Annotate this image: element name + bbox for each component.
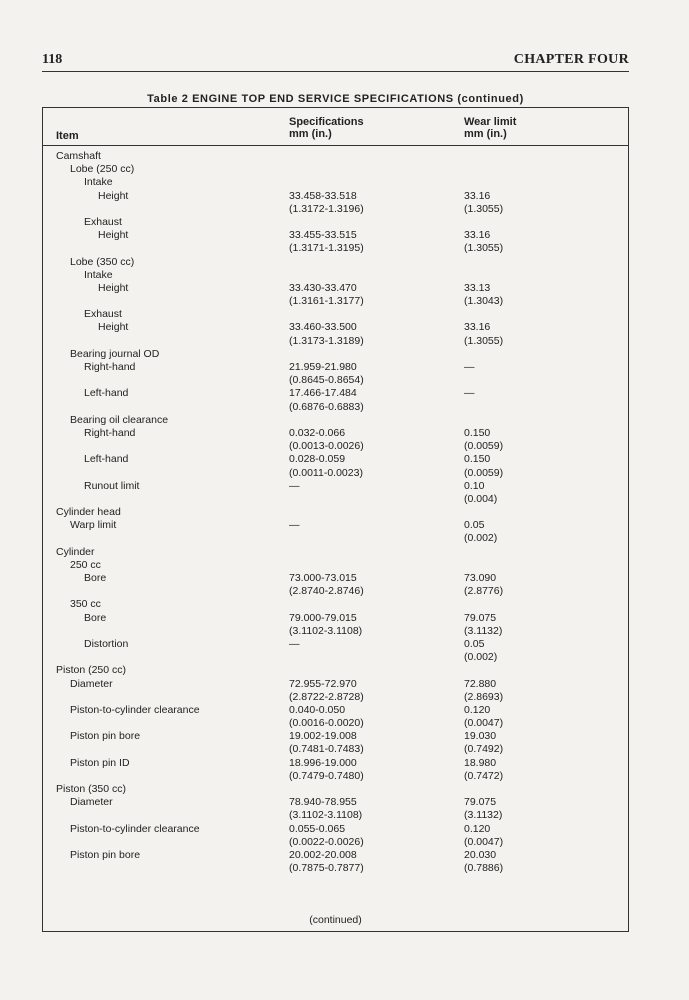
spec-cell: (1.3173-1.3189): [289, 334, 364, 347]
spec-cell: (0.0022-0.0026): [289, 835, 364, 848]
item-cell: Exhaust: [84, 308, 122, 321]
spec-cell: (2.8722-2.8728): [289, 690, 364, 703]
table-row: [43, 190, 628, 203]
spec-table: [42, 107, 629, 932]
wear-cell: (3.1132): [464, 624, 503, 637]
table-row: [43, 282, 628, 295]
table-row: [43, 572, 628, 585]
item-cell: Piston (350 cc): [56, 783, 127, 795]
wear-cell: 0.150: [464, 453, 491, 466]
table-row: [43, 625, 628, 638]
table-row: [43, 440, 628, 453]
item-cell: Height: [98, 229, 129, 242]
spec-cell: 72.955-72.970: [289, 677, 357, 690]
spec-cell: 20.002-20.008: [289, 848, 357, 861]
table-row: [43, 823, 628, 836]
table-row: [43, 664, 628, 677]
table-row: [43, 519, 628, 532]
table-row: [43, 704, 628, 717]
item-cell: Height: [98, 189, 129, 202]
wear-cell: —: [464, 387, 475, 400]
spec-cell: 17.466-17.484: [289, 387, 357, 400]
item-cell: Right-hand: [84, 426, 136, 439]
column-header-spec-line2: mm (in.): [289, 128, 332, 140]
wear-cell: 0.05: [464, 519, 485, 532]
item-cell: Intake: [84, 268, 113, 281]
spec-cell: 19.002-19.008: [289, 730, 357, 743]
table-row: [43, 836, 628, 849]
spec-cell: (0.7481-0.7483): [289, 743, 364, 756]
wear-cell: (0.7472): [464, 769, 504, 782]
spec-cell: (0.8645-0.8654): [289, 374, 364, 387]
item-cell: Height: [98, 281, 129, 294]
spec-cell: —: [289, 637, 300, 650]
item-cell: Piston pin bore: [70, 848, 141, 861]
wear-cell: 0.120: [464, 703, 491, 716]
wear-cell: 20.030: [464, 848, 497, 861]
table-row: [43, 585, 628, 598]
table-row: [43, 691, 628, 704]
table-row: [43, 401, 628, 414]
table-row: [43, 163, 628, 176]
wear-cell: 33.13: [464, 281, 491, 294]
spec-cell: 33.458-33.518: [289, 189, 357, 202]
item-cell: Left-hand: [84, 453, 129, 466]
spec-cell: —: [289, 479, 300, 492]
table-row: [43, 467, 628, 480]
item-cell: Bore: [84, 572, 107, 584]
table-row: [43, 229, 628, 242]
wear-cell: 18.980: [464, 756, 497, 769]
table-row: [43, 532, 628, 545]
table-row: [43, 308, 628, 321]
wear-cell: 33.16: [464, 321, 491, 334]
item-cell: Diameter: [70, 796, 113, 809]
wear-cell: (0.002): [464, 651, 498, 664]
item-cell: Intake: [84, 176, 113, 189]
wear-cell: 0.150: [464, 426, 491, 439]
table-row: [43, 480, 628, 493]
item-cell: Bearing journal OD: [70, 347, 160, 360]
table-row: [43, 321, 628, 334]
wear-cell: —: [464, 361, 475, 373]
spec-cell: 33.430-33.470: [289, 281, 357, 294]
item-cell: Lobe (250 cc): [70, 163, 135, 176]
wear-cell: 0.05: [464, 637, 485, 650]
chapter-title: CHAPTER FOUR: [513, 52, 629, 67]
table-row: [43, 862, 628, 875]
table-row: [43, 150, 628, 163]
spec-cell: 73.000-73.015: [289, 572, 357, 584]
item-cell: Piston-to-cylinder clearance: [70, 822, 200, 835]
table-row: [43, 242, 628, 255]
header-divider: [43, 145, 628, 146]
table-row: [43, 743, 628, 756]
column-header-specifications: [289, 116, 364, 140]
item-cell: Piston pin bore: [70, 730, 141, 743]
wear-cell: 33.16: [464, 189, 491, 202]
table-row: [43, 678, 628, 691]
spec-cell: (3.1102-3.1108): [289, 809, 363, 822]
spec-cell: (1.3161-1.3177): [289, 295, 364, 308]
spec-cell: (1.3172-1.3196): [289, 202, 364, 215]
table-row: [43, 730, 628, 743]
wear-cell: 0.10: [464, 479, 485, 492]
spec-cell: 79.000-79.015: [289, 611, 357, 624]
item-cell: Lobe (350 cc): [70, 255, 135, 268]
spec-cell: (0.0013-0.0026): [289, 440, 364, 453]
wear-cell: (0.004): [464, 492, 498, 505]
item-cell: Distortion: [84, 637, 129, 650]
table-row: [43, 546, 628, 559]
spec-cell: 0.028-0.059: [289, 453, 346, 466]
spec-cell: 33.455-33.515: [289, 229, 357, 242]
item-cell: Bearing oil clearance: [70, 413, 169, 426]
table-row: [43, 295, 628, 308]
wear-cell: (0.7886): [464, 862, 504, 875]
spec-cell: 0.032-0.066: [289, 426, 346, 439]
item-cell: 350 cc: [70, 598, 101, 611]
wear-cell: (1.3055): [464, 202, 504, 215]
table-row: [43, 269, 628, 282]
wear-cell: (1.3055): [464, 242, 504, 255]
item-cell: Cylinder: [56, 545, 95, 558]
spec-cell: 33.460-33.500: [289, 321, 357, 334]
spec-cell: (3.1102-3.1108): [289, 624, 363, 637]
page-number: 118: [42, 52, 63, 67]
item-cell: Warp limit: [70, 519, 117, 532]
table-body: [43, 150, 628, 875]
spec-cell: 21.959-21.980: [289, 361, 357, 373]
table-row: [43, 770, 628, 783]
table-row: [43, 783, 628, 796]
column-header-wear-limit: [464, 116, 516, 140]
item-cell: Bore: [84, 611, 107, 624]
table-row: [43, 203, 628, 216]
spec-cell: (0.0011-0.0023): [289, 466, 363, 479]
wear-cell: 0.120: [464, 822, 491, 835]
table-row: [43, 414, 628, 427]
table-row: [43, 374, 628, 387]
wear-cell: (1.3043): [464, 295, 504, 308]
spec-cell: 0.055-0.065: [289, 822, 346, 835]
item-cell: Right-hand: [84, 361, 136, 373]
table-row: [43, 638, 628, 651]
table-row: [43, 427, 628, 440]
table-row: [43, 809, 628, 822]
wear-cell: (0.7492): [464, 743, 504, 756]
wear-cell: (0.0047): [464, 835, 504, 848]
table-row: [43, 387, 628, 400]
item-cell: 250 cc: [70, 558, 101, 571]
header-rule: [42, 71, 629, 72]
item-cell: Diameter: [70, 677, 113, 690]
wear-cell: (0.0059): [464, 440, 504, 453]
wear-cell: 19.030: [464, 730, 497, 743]
column-header-wear-line1: Wear limit: [464, 116, 517, 128]
table-row: [43, 506, 628, 519]
table-row: [43, 335, 628, 348]
wear-cell: 72.880: [464, 677, 497, 690]
table-row: [43, 598, 628, 611]
table-row: [43, 361, 628, 374]
column-header-item: Item: [56, 130, 79, 142]
table-row: [43, 796, 628, 809]
table-row: [43, 559, 628, 572]
wear-cell: (0.0047): [464, 717, 504, 730]
table-row: [43, 176, 628, 189]
wear-cell: (1.3055): [464, 334, 504, 347]
item-cell: Piston-to-cylinder clearance: [70, 703, 200, 716]
wear-cell: (2.8693): [464, 690, 504, 703]
table-row: [43, 612, 628, 625]
spec-cell: (2.8740-2.8746): [289, 585, 364, 598]
column-header-spec-line1: Specifications: [289, 116, 364, 128]
spec-cell: (0.7479-0.7480): [289, 769, 364, 782]
wear-cell: 79.075: [464, 611, 497, 624]
spec-cell: 78.940-78.955: [289, 796, 357, 809]
item-cell: Runout limit: [84, 479, 140, 492]
item-cell: Height: [98, 321, 129, 334]
table-row: [43, 849, 628, 862]
wear-cell: 73.090: [464, 572, 497, 584]
table-title: Table 2 ENGINE TOP END SERVICE SPECIFICATIONS (continued): [147, 93, 524, 105]
wear-cell: (0.0059): [464, 466, 504, 479]
continued-note: (continued): [309, 914, 362, 926]
table-row: [43, 256, 628, 269]
item-cell: Cylinder head: [56, 506, 121, 519]
wear-cell: 33.16: [464, 229, 491, 242]
table-row: [43, 651, 628, 664]
spec-cell: 18.996-19.000: [289, 756, 357, 769]
wear-cell: (3.1132): [464, 809, 503, 822]
table-row: [43, 493, 628, 506]
spec-cell: (0.0016-0.0020): [289, 717, 364, 730]
item-cell: Piston (250 cc): [56, 664, 127, 677]
spec-cell: (0.6876-0.6883): [289, 400, 364, 413]
spec-cell: (1.3171-1.3195): [289, 242, 364, 255]
spec-cell: 0.040-0.050: [289, 703, 346, 716]
wear-cell: 79.075: [464, 796, 497, 809]
item-cell: Exhaust: [84, 215, 122, 228]
item-cell: Left-hand: [84, 387, 129, 400]
table-row: [43, 717, 628, 730]
table-row: [43, 348, 628, 361]
spec-cell: (0.7875-0.7877): [289, 862, 364, 875]
item-cell: Camshaft: [56, 150, 101, 162]
table-row: [43, 453, 628, 466]
table-row: [43, 216, 628, 229]
column-header-wear-line2: mm (in.): [464, 128, 507, 140]
spec-cell: —: [289, 519, 300, 532]
table-row: [43, 757, 628, 770]
wear-cell: (0.002): [464, 532, 498, 545]
wear-cell: (2.8776): [464, 585, 504, 598]
item-cell: Piston pin ID: [70, 756, 130, 769]
